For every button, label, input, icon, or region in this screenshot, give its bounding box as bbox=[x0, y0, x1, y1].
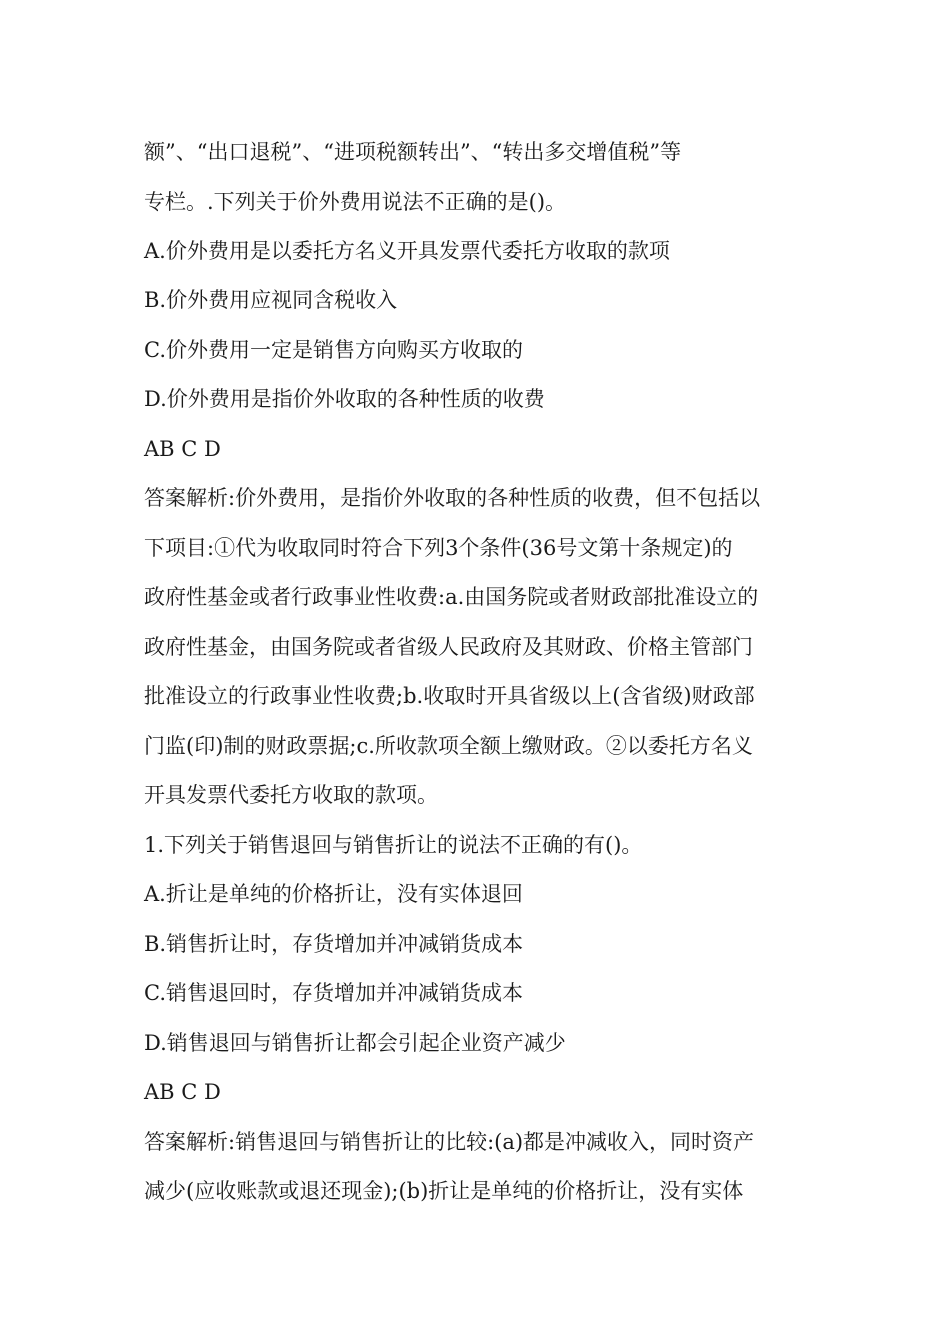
option-a: A.价外费用是以委托方名义开具发票代委托方收取的款项 bbox=[144, 239, 670, 263]
option-c: C.价外费用一定是销售方向购买方收取的 bbox=[144, 338, 523, 362]
answer-choices: AB C D bbox=[144, 437, 221, 461]
answer-explanation: 下项目:①代为收取同时符合下列3个条件(36号文第十条规定)的 bbox=[144, 536, 733, 560]
answer-explanation: 减少(应收账款或退还现金);(b)折让是单纯的价格折让，没有实体 bbox=[144, 1179, 744, 1203]
answer-explanation: 门监(印)制的财政票据;c.所收款项全额上缴财政。②以委托方名义 bbox=[144, 734, 753, 758]
answer-choices: AB C D bbox=[144, 1080, 221, 1104]
answer-explanation: 政府性基金或者行政事业性收费:a.由国务院或者财政部批准设立的 bbox=[144, 585, 759, 609]
option-b: B.价外费用应视同含税收入 bbox=[144, 288, 398, 312]
answer-explanation: 政府性基金，由国务院或者省级人民政府及其财政、价格主管部门 bbox=[144, 635, 753, 659]
question-title: 1.下列关于销售退回与销售折让的说法不正确的有()。 bbox=[144, 833, 643, 857]
text-line: 额”、“出口退税”、“进项税额转出”、“转出多交增值税”等 bbox=[144, 140, 682, 164]
answer-explanation: 开具发票代委托方收取的款项。 bbox=[144, 783, 438, 807]
option-d: D.销售退回与销售折让都会引起企业资产减少 bbox=[144, 1031, 566, 1055]
option-a: A.折让是单纯的价格折让，没有实体退回 bbox=[144, 882, 523, 906]
answer-explanation: 答案解析:价外费用，是指价外收取的各种性质的收费，但不包括以 bbox=[144, 486, 761, 510]
answer-explanation: 批准设立的行政事业性收费;b.收取时开具省级以上(含省级)财政部 bbox=[144, 684, 755, 708]
option-c: C.销售退回时，存货增加并冲减销货成本 bbox=[144, 981, 523, 1005]
text-line: 专栏。.下列关于价外费用说法不正确的是()。 bbox=[144, 190, 567, 214]
answer-explanation: 答案解析:销售退回与销售折让的比较:(a)都是冲减收入，同时资产 bbox=[144, 1130, 755, 1154]
option-d: D.价外费用是指价外收取的各种性质的收费 bbox=[144, 387, 545, 411]
option-b: B.销售折让时，存货增加并冲减销货成本 bbox=[144, 932, 524, 956]
